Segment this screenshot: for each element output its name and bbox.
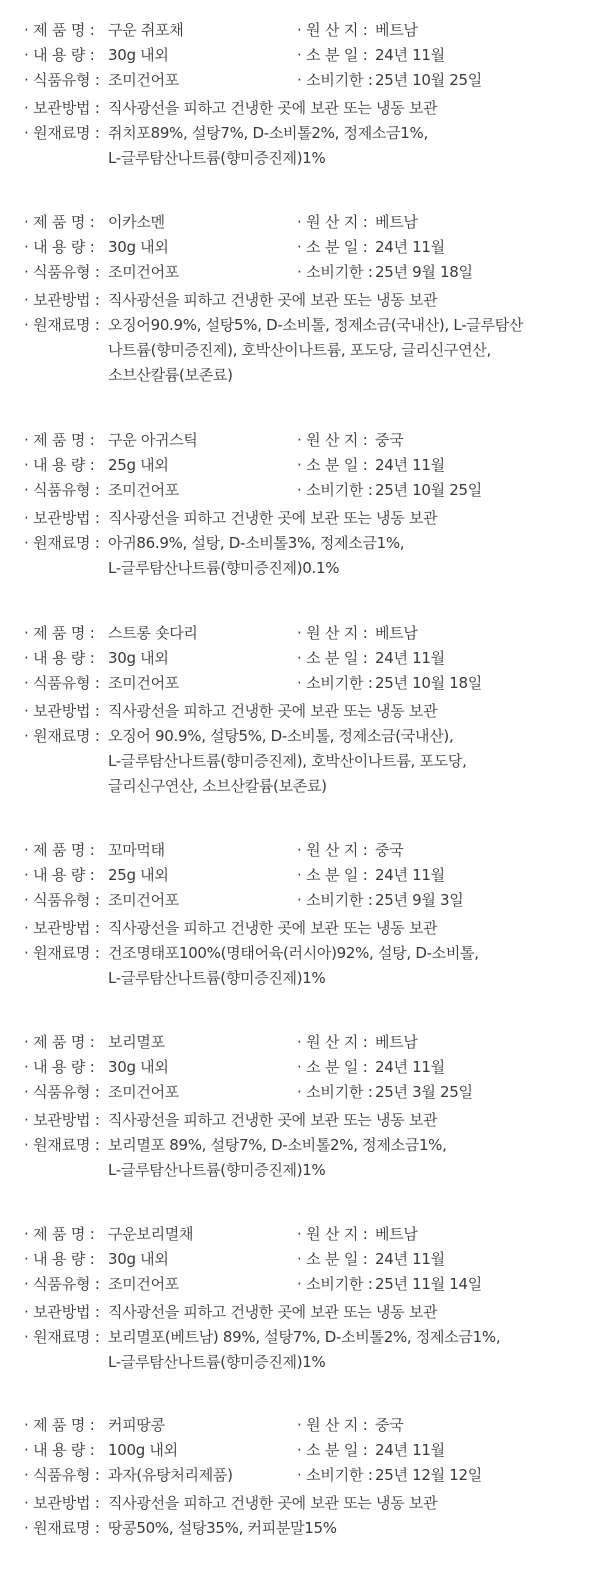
ingredients-line: 글리신구연산, 소브산칼륨(보존료) (108, 777, 327, 795)
row-ingredients (0, 1133, 610, 1158)
label-storage: · 보관방법 : (24, 1111, 100, 1129)
row-ingredients (0, 313, 610, 338)
ingredients-line: L-글루탐산나트륨(향미증진제)0.1% (108, 559, 340, 577)
row-volume-packaged (0, 646, 610, 671)
label-food-type: · 식품유형 : (24, 1466, 100, 1484)
product-name: 구운 쥐포채 (108, 21, 184, 39)
label-ingredients: · 원재료명 : (24, 1519, 100, 1537)
label-expiry: · 소비기한 : (297, 263, 373, 281)
row-type-expiry (0, 671, 610, 696)
volume-value: 30g 내외 (108, 1058, 169, 1076)
label-food-type: · 식품유형 : (24, 674, 100, 692)
row-ingredients (0, 121, 610, 146)
food-type-value: 조미건어포 (108, 1275, 179, 1293)
expiry-value: 25년 10월 25일 (375, 71, 482, 89)
label-food-type: · 식품유형 : (24, 891, 100, 909)
storage-value: 직사광선을 피하고 건냉한 곳에 보관 또는 냉동 보관 (108, 1303, 438, 1321)
label-product-name: · 제 품 명 : (24, 624, 95, 642)
label-packaged: · 소 분 일 : (297, 238, 368, 256)
packaged-value: 24년 11월 (375, 1058, 445, 1076)
label-packaged: · 소 분 일 : (297, 1250, 368, 1268)
product-name: 꼬마먹태 (108, 841, 165, 859)
origin-value: 베트남 (375, 213, 418, 231)
ingredients-line: 보리멸포(베트남) 89%, 설탕7%, D-소비톨2%, 정제소금1%, (108, 1328, 501, 1346)
label-food-type: · 식품유형 : (24, 481, 100, 499)
row-type-expiry (0, 888, 610, 913)
row-volume-packaged (0, 1438, 610, 1463)
row-ingredients (0, 1516, 610, 1541)
label-product-name: · 제 품 명 : (24, 213, 95, 231)
origin-value: 베트남 (375, 21, 418, 39)
row-name-origin (0, 210, 610, 235)
food-type-value: 조미건어포 (108, 674, 179, 692)
label-ingredients: · 원재료명 : (24, 124, 100, 142)
label-origin: · 원 산 지 : (297, 1033, 368, 1051)
packaged-value: 24년 11월 (375, 1250, 445, 1268)
volume-value: 25g 내외 (108, 456, 169, 474)
row-storage (0, 506, 610, 531)
ingredients-line: 땅콩50%, 설탕35%, 커피분말15% (108, 1519, 337, 1537)
row-name-origin (0, 1030, 610, 1055)
label-product-name: · 제 품 명 : (24, 21, 95, 39)
label-food-type: · 식품유형 : (24, 71, 100, 89)
packaged-value: 24년 11월 (375, 649, 445, 667)
label-food-type: · 식품유형 : (24, 1083, 100, 1101)
label-expiry: · 소비기한 : (297, 481, 373, 499)
product-block-2 (0, 210, 610, 388)
ingredients-line: 아귀86.9%, 설탕, D-소비톨3%, 정제소금1%, (108, 534, 405, 552)
label-storage: · 보관방법 : (24, 99, 100, 117)
label-ingredients: · 원재료명 : (24, 944, 100, 962)
volume-value: 25g 내외 (108, 866, 169, 884)
volume-value: 30g 내외 (108, 1250, 169, 1268)
label-food-type: · 식품유형 : (24, 1275, 100, 1293)
label-origin: · 원 산 지 : (297, 213, 368, 231)
row-type-expiry (0, 478, 610, 503)
product-name: 커피땅콩 (108, 1416, 165, 1434)
row-type-expiry (0, 1463, 610, 1488)
label-volume: · 내 용 량 : (24, 456, 95, 474)
expiry-value: 25년 9월 3일 (375, 891, 464, 909)
ingredients-line: L-글루탐산나트륨(향미증진제)1% (108, 1161, 326, 1179)
label-volume: · 내 용 량 : (24, 649, 95, 667)
row-volume-packaged (0, 235, 610, 260)
row-storage (0, 1491, 610, 1516)
label-expiry: · 소비기한 : (297, 891, 373, 909)
row-ingredients (0, 531, 610, 556)
row-name-origin (0, 18, 610, 43)
label-origin: · 원 산 지 : (297, 21, 368, 39)
label-storage: · 보관방법 : (24, 509, 100, 527)
product-name: 구운보리멸채 (108, 1225, 194, 1243)
food-type-value: 조미건어포 (108, 71, 179, 89)
origin-value: 베트남 (375, 624, 418, 642)
label-origin: · 원 산 지 : (297, 431, 368, 449)
label-volume: · 내 용 량 : (24, 1441, 95, 1459)
product-name: 보리멸포 (108, 1033, 165, 1051)
storage-value: 직사광선을 피하고 건냉한 곳에 보관 또는 냉동 보관 (108, 1111, 438, 1129)
expiry-value: 25년 3월 25일 (375, 1083, 473, 1101)
storage-value: 직사광선을 피하고 건냉한 곳에 보관 또는 냉동 보관 (108, 99, 438, 117)
label-product-name: · 제 품 명 : (24, 1033, 95, 1051)
origin-value: 중국 (375, 1416, 404, 1434)
row-volume-packaged (0, 1055, 610, 1080)
label-volume: · 내 용 량 : (24, 866, 95, 884)
expiry-value: 25년 9월 18일 (375, 263, 473, 281)
packaged-value: 24년 11월 (375, 46, 445, 64)
ingredients-line: L-글루탐산나트륨(향미증진제)1% (108, 149, 326, 167)
label-product-name: · 제 품 명 : (24, 1416, 95, 1434)
packaged-value: 24년 11월 (375, 1441, 445, 1459)
packaged-value: 24년 11월 (375, 456, 445, 474)
label-packaged: · 소 분 일 : (297, 46, 368, 64)
label-packaged: · 소 분 일 : (297, 866, 368, 884)
label-origin: · 원 산 지 : (297, 1416, 368, 1434)
row-name-origin (0, 838, 610, 863)
product-name: 이카소멘 (108, 213, 165, 231)
row-volume-packaged (0, 1247, 610, 1272)
volume-value: 30g 내외 (108, 46, 169, 64)
ingredients-line: 건조명태포100%(명태어육(러시아)92%, 설탕, D-소비톨, (108, 944, 479, 962)
ingredients-line: 소브산칼륨(보존료) (108, 366, 233, 384)
expiry-value: 25년 10월 18일 (375, 674, 482, 692)
row-storage (0, 916, 610, 941)
ingredients-line: 오징어 90.9%, 설탕5%, D-소비톨, 정제소금(국내산), (108, 727, 454, 745)
row-storage (0, 96, 610, 121)
label-volume: · 내 용 량 : (24, 1058, 95, 1076)
expiry-value: 25년 10월 25일 (375, 481, 482, 499)
label-packaged: · 소 분 일 : (297, 1441, 368, 1459)
label-expiry: · 소비기한 : (297, 1275, 373, 1293)
origin-value: 중국 (375, 841, 404, 859)
expiry-value: 25년 12월 12일 (375, 1466, 482, 1484)
food-type-value: 조미건어포 (108, 263, 179, 281)
row-volume-packaged (0, 863, 610, 888)
label-expiry: · 소비기한 : (297, 1466, 373, 1484)
label-storage: · 보관방법 : (24, 291, 100, 309)
food-type-value: 조미건어포 (108, 891, 179, 909)
row-name-origin (0, 621, 610, 646)
food-type-value: 과자(유탕처리제품) (108, 1466, 233, 1484)
label-origin: · 원 산 지 : (297, 1225, 368, 1243)
expiry-value: 25년 11월 14일 (375, 1275, 482, 1293)
label-packaged: · 소 분 일 : (297, 1058, 368, 1076)
volume-value: 100g 내외 (108, 1441, 178, 1459)
row-name-origin (0, 428, 610, 453)
label-storage: · 보관방법 : (24, 1494, 100, 1512)
packaged-value: 24년 11월 (375, 238, 445, 256)
row-storage (0, 1300, 610, 1325)
label-storage: · 보관방법 : (24, 1303, 100, 1321)
product-block-8 (0, 1413, 610, 1541)
ingredients-line: 나트륨(향미증진제), 호박산이나트륨, 포도당, 글리신구연산, (108, 341, 491, 359)
row-type-expiry (0, 1080, 610, 1105)
label-expiry: · 소비기한 : (297, 674, 373, 692)
label-packaged: · 소 분 일 : (297, 456, 368, 474)
row-volume-packaged (0, 43, 610, 68)
row-storage (0, 1108, 610, 1133)
product-name: 구운 아귀스틱 (108, 431, 198, 449)
ingredients-line: 쥐치포89%, 설탕7%, D-소비톨2%, 정제소금1%, (108, 124, 428, 142)
label-storage: · 보관방법 : (24, 919, 100, 937)
label-ingredients: · 원재료명 : (24, 1136, 100, 1154)
row-storage (0, 699, 610, 724)
storage-value: 직사광선을 피하고 건냉한 곳에 보관 또는 냉동 보관 (108, 919, 438, 937)
ingredients-line: L-글루탐산나트륨(향미증진제), 호박산이나트륨, 포도당, (108, 752, 467, 770)
label-food-type: · 식품유형 : (24, 263, 100, 281)
food-type-value: 조미건어포 (108, 481, 179, 499)
label-packaged: · 소 분 일 : (297, 649, 368, 667)
volume-value: 30g 내외 (108, 238, 169, 256)
product-name: 스트롱 숏다리 (108, 624, 198, 642)
label-ingredients: · 원재료명 : (24, 534, 100, 552)
row-storage (0, 288, 610, 313)
row-type-expiry (0, 260, 610, 285)
label-product-name: · 제 품 명 : (24, 841, 95, 859)
food-type-value: 조미건어포 (108, 1083, 179, 1101)
row-ingredients (0, 1325, 610, 1350)
label-volume: · 내 용 량 : (24, 46, 95, 64)
label-product-name: · 제 품 명 : (24, 431, 95, 449)
row-type-expiry (0, 68, 610, 93)
origin-value: 베트남 (375, 1225, 418, 1243)
product-block-6 (0, 1030, 610, 1183)
ingredients-line: L-글루탐산나트륨(향미증진제)1% (108, 969, 326, 987)
storage-value: 직사광선을 피하고 건냉한 곳에 보관 또는 냉동 보관 (108, 291, 438, 309)
row-type-expiry (0, 1272, 610, 1297)
origin-value: 베트남 (375, 1033, 418, 1051)
ingredients-line: 보리멸포 89%, 설탕7%, D-소비톨2%, 정제소금1%, (108, 1136, 447, 1154)
row-name-origin (0, 1222, 610, 1247)
product-block-1 (0, 18, 610, 171)
storage-value: 직사광선을 피하고 건냉한 곳에 보관 또는 냉동 보관 (108, 702, 438, 720)
packaged-value: 24년 11월 (375, 866, 445, 884)
label-volume: · 내 용 량 : (24, 238, 95, 256)
product-block-7 (0, 1222, 610, 1375)
label-product-name: · 제 품 명 : (24, 1225, 95, 1243)
product-block-3 (0, 428, 610, 581)
storage-value: 직사광선을 피하고 건냉한 곳에 보관 또는 냉동 보관 (108, 509, 438, 527)
label-origin: · 원 산 지 : (297, 841, 368, 859)
label-ingredients: · 원재료명 : (24, 1328, 100, 1346)
label-storage: · 보관방법 : (24, 702, 100, 720)
label-expiry: · 소비기한 : (297, 1083, 373, 1101)
label-volume: · 내 용 량 : (24, 1250, 95, 1268)
row-ingredients (0, 941, 610, 966)
storage-value: 직사광선을 피하고 건냉한 곳에 보관 또는 냉동 보관 (108, 1494, 438, 1512)
label-origin: · 원 산 지 : (297, 624, 368, 642)
row-ingredients (0, 724, 610, 749)
ingredients-line: L-글루탐산나트륨(향미증진제)1% (108, 1353, 326, 1371)
row-name-origin (0, 1413, 610, 1438)
volume-value: 30g 내외 (108, 649, 169, 667)
label-ingredients: · 원재료명 : (24, 316, 100, 334)
product-block-4 (0, 621, 610, 799)
product-block-5 (0, 838, 610, 991)
ingredients-line: 오징어90.9%, 설탕5%, D-소비톨, 정제소금(국내산), L-글루탐산 (108, 316, 524, 334)
origin-value: 중국 (375, 431, 404, 449)
row-volume-packaged (0, 453, 610, 478)
label-ingredients: · 원재료명 : (24, 727, 100, 745)
label-expiry: · 소비기한 : (297, 71, 373, 89)
